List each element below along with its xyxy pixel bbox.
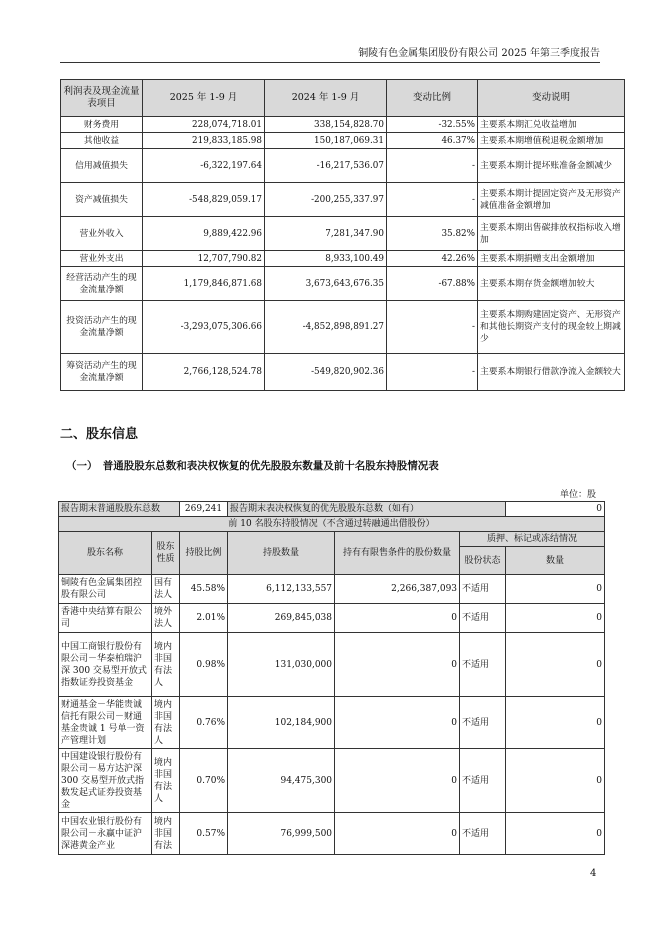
row-current-value: 2,766,128,524.78 [143,354,265,391]
row-current-value: 12,707,790.82 [143,251,265,267]
row-change-note: 主要系本期汇兑收益增加 [478,117,625,133]
share-status: 不适用 [460,633,506,697]
row-item: 营业外收入 [61,217,143,251]
section-title: 二、股东信息 [60,427,139,442]
table2-header-row [59,532,605,547]
table-row [59,697,605,749]
holding-quantity: 131,030,000 [228,633,335,697]
header-holder-name: 股东名称 [59,532,152,575]
row-item: 其他收益 [61,133,143,149]
row-previous-value: -16,217,536.07 [265,149,387,183]
row-change-note: 主要系本期增值税退税金额增加 [478,133,625,149]
table1-header-ratio: 变动比例 [387,80,478,117]
holding-ratio: 45.58% [180,575,228,604]
table1-header-previous: 2024 年 1-9 月 [265,80,387,117]
row-change-ratio: - [387,183,478,217]
restricted-shares: 0 [335,749,460,813]
unit-label: 单位：股 [560,490,597,500]
holder-name: 中国工商银行股份有限公司－华泰柏瑞沪深 300 交易型开放式指数证券投资基金 [59,633,152,697]
share-status: 不适用 [460,604,506,633]
row-current-value: -6,322,197.64 [143,149,265,183]
table-row [61,217,625,251]
holding-quantity: 6,112,133,557 [228,575,335,604]
header-pledge-count: 数量 [506,547,605,575]
pledge-count: 0 [506,575,605,604]
row-change-note: 主要系本期购建固定资产、无形资产和其他长期资产支付的现金较上期减少 [478,301,625,354]
table-row [59,749,605,813]
row-current-value: 9,889,422.96 [143,217,265,251]
row-previous-value: 7,281,347.90 [265,217,387,251]
holding-ratio: 0.98% [180,633,228,697]
holding-ratio: 2.01% [180,604,228,633]
restricted-shares: 0 [335,697,460,749]
table-row [61,133,625,149]
top10-title-row [59,517,605,532]
shareholder-table [58,501,605,855]
holder-name: 财通基金－华能贵诚信托有限公司－财通基金贵诚 1 号单一资产管理计划 [59,697,152,749]
row-item: 营业外支出 [61,251,143,267]
holding-quantity: 94,475,300 [228,749,335,813]
row-change-note: 主要系本期出售碳排放权指标收入增加 [478,217,625,251]
row-current-value: 1,179,846,871.68 [143,267,265,301]
share-status: 不适用 [460,749,506,813]
total-holders-value: 269,241 [180,502,228,517]
header-restricted-shares: 持有有限售条件的股份数量 [335,532,460,575]
total-holders-row [59,502,605,517]
header-holder-nature: 股东性质 [152,532,180,575]
top10-title: 前 10 名股东持股情况（不含通过转融通出借股份） [59,517,605,532]
table1-header-item: 利润表及现金流量表项目 [61,80,143,117]
row-previous-value: -549,820,902.36 [265,354,387,391]
row-item: 信用减值损失 [61,149,143,183]
table-row [59,604,605,633]
holder-nature: 国有法人 [152,575,180,604]
table1-header-row [61,80,625,117]
header-rule [60,62,600,63]
row-change-note: 主要系本期计提固定资产及无形资产减值准备金额增加 [478,183,625,217]
holder-name: 中国建设银行股份有限公司－易方达沪深 300 交易型开放式指数发起式证券投资基金 [59,749,152,813]
row-item: 经营活动产生的现金流量净额 [61,267,143,301]
header-holding-ratio: 持股比例 [180,532,228,575]
holding-ratio: 0.70% [180,749,228,813]
row-previous-value: 338,154,828.70 [265,117,387,133]
row-change-note: 主要系本期捐赠支出金额增加 [478,251,625,267]
share-status: 不适用 [460,697,506,749]
holder-nature: 境内非国有法人 [152,697,180,749]
row-change-note: 主要系本期计提坏账准备金额减少 [478,149,625,183]
row-current-value: -548,829,059.17 [143,183,265,217]
restricted-shares: 0 [335,813,460,855]
row-change-ratio: -32.55% [387,117,478,133]
table1-header-note: 变动说明 [478,80,625,117]
table-row [59,575,605,604]
row-previous-value: 8,933,100.49 [265,251,387,267]
total-holders-label: 报告期末普通股股东总数 [59,502,180,517]
holder-nature: 境外法人 [152,604,180,633]
pledge-count: 0 [506,749,605,813]
table-row [61,267,625,301]
table-row [61,117,625,133]
holding-quantity: 76,999,500 [228,813,335,855]
row-change-ratio: - [387,149,478,183]
row-previous-value: -200,255,337.97 [265,183,387,217]
share-status: 不适用 [460,813,506,855]
row-item: 投资活动产生的现金流量净额 [61,301,143,354]
table1-header-current: 2025 年 1-9 月 [143,80,265,117]
header-holding-quantity: 持股数量 [228,532,335,575]
table-row [61,354,625,391]
document-header: 铜陵有色金属集团股份有限公司 2025 年第三季度报告 [358,48,600,59]
table-row [61,251,625,267]
holding-quantity: 102,184,900 [228,697,335,749]
holding-quantity: 269,845,038 [228,604,335,633]
row-previous-value: 3,673,643,676.35 [265,267,387,301]
restricted-shares: 0 [335,633,460,697]
subsection-title: （一） 普通股股东总数和表决权恢复的优先股股东数量及前十名股东持股情况表 [66,460,439,472]
pledge-count: 0 [506,813,605,855]
table-row [61,301,625,354]
header-share-status: 股份状态 [460,547,506,575]
table-row [61,183,625,217]
row-item: 财务费用 [61,117,143,133]
table-row [59,813,605,855]
preferred-holders-label: 报告期末表决权恢复的优先股股东总数（如有） [228,502,506,517]
holder-name: 香港中央结算有限公司 [59,604,152,633]
holding-ratio: 0.76% [180,697,228,749]
row-current-value: 219,833,185.98 [143,133,265,149]
holder-name: 中国农业银行股份有限公司－永赢中证沪深港黄金产业 [59,813,152,855]
holder-name: 铜陵有色金属集团控股有限公司 [59,575,152,604]
row-current-value: -3,293,075,306.66 [143,301,265,354]
row-item: 资产减值损失 [61,183,143,217]
row-previous-value: 150,187,069.31 [265,133,387,149]
row-change-ratio: - [387,354,478,391]
row-change-ratio: 35.82% [387,217,478,251]
row-item: 筹资活动产生的现金流量净额 [61,354,143,391]
table-row [61,149,625,183]
row-change-note: 主要系本期银行借款净流入金额较大 [478,354,625,391]
row-change-ratio: 46.37% [387,133,478,149]
header-pledge-status: 质押、标记或冻结情况 [460,532,605,547]
row-change-ratio: -67.88% [387,267,478,301]
pledge-count: 0 [506,697,605,749]
row-previous-value: -4,852,898,891.27 [265,301,387,354]
row-change-note: 主要系本期存货金额增加较大 [478,267,625,301]
preferred-holders-value: 0 [506,502,605,517]
holder-nature: 境内非国有法人 [152,633,180,697]
row-change-ratio: 42.26% [387,251,478,267]
table-row [59,633,605,697]
share-status: 不适用 [460,575,506,604]
row-current-value: 228,074,718.01 [143,117,265,133]
profit-cashflow-change-table [60,79,625,391]
pledge-count: 0 [506,604,605,633]
holder-nature: 境内非国有法 [152,813,180,855]
row-change-ratio: - [387,301,478,354]
holder-nature: 境内非国有法人 [152,749,180,813]
restricted-shares: 2,266,387,093 [335,575,460,604]
pledge-count: 0 [506,633,605,697]
page-number: 4 [590,868,597,879]
restricted-shares: 0 [335,604,460,633]
holding-ratio: 0.57% [180,813,228,855]
